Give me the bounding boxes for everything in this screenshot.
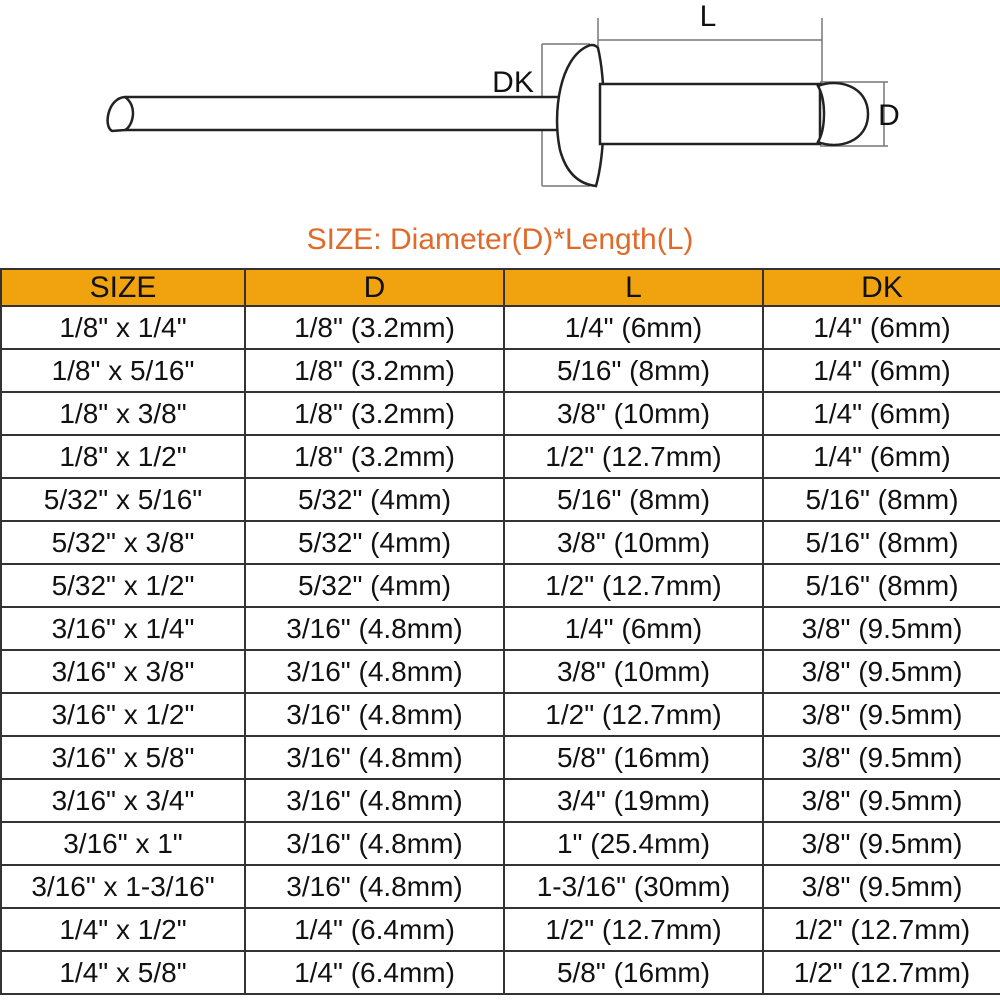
header-dk: DK [763, 269, 1000, 306]
cell-l: 5/8" (16mm) [504, 951, 763, 994]
cell-d: 1/4" (6.4mm) [245, 908, 504, 951]
cell-l: 5/16" (8mm) [504, 478, 763, 521]
d-label: D [878, 99, 900, 132]
cell-dk: 1/4" (6mm) [763, 435, 1000, 478]
cell-dk: 1/2" (12.7mm) [763, 908, 1000, 951]
cell-l: 1/4" (6mm) [504, 306, 763, 349]
size-table [0, 268, 1000, 995]
cell-size: 1/8" x 3/8" [1, 392, 245, 435]
cell-d: 1/8" (3.2mm) [245, 392, 504, 435]
cell-size: 5/32" x 3/8" [1, 521, 245, 564]
cell-d: 1/8" (3.2mm) [245, 435, 504, 478]
size-title: SIZE: Diameter(D)*Length(L) [306, 223, 694, 256]
cell-dk: 3/8" (9.5mm) [763, 693, 1000, 736]
table-row [1, 607, 1000, 650]
cell-dk: 3/8" (9.5mm) [763, 865, 1000, 908]
header-l: L [504, 269, 763, 306]
rivet-body [600, 84, 820, 144]
table-row [1, 908, 1000, 951]
cell-size: 1/8" x 5/16" [1, 349, 245, 392]
table-row [1, 478, 1000, 521]
cell-l: 1/2" (12.7mm) [504, 564, 763, 607]
table-row [1, 521, 1000, 564]
cell-l: 3/4" (19mm) [504, 779, 763, 822]
cell-size: 3/16" x 1/2" [1, 693, 245, 736]
cell-size: 1/8" x 1/2" [1, 435, 245, 478]
table-row [1, 822, 1000, 865]
table-row [1, 392, 1000, 435]
cell-dk: 1/4" (6mm) [763, 349, 1000, 392]
cell-size: 5/32" x 5/16" [1, 478, 245, 521]
cell-d: 5/32" (4mm) [245, 478, 504, 521]
cell-size: 5/32" x 1/2" [1, 564, 245, 607]
cell-size: 3/16" x 3/8" [1, 650, 245, 693]
dk-label: DK [492, 66, 534, 99]
cell-d: 1/8" (3.2mm) [245, 306, 504, 349]
cell-dk: 1/2" (12.7mm) [763, 951, 1000, 994]
cell-l: 1/4" (6mm) [504, 607, 763, 650]
rivet-flange-head [557, 45, 604, 186]
table-row [1, 779, 1000, 822]
header-size: SIZE [1, 269, 245, 306]
cell-d: 1/4" (6.4mm) [245, 951, 504, 994]
cell-d: 3/16" (4.8mm) [245, 650, 504, 693]
cell-dk: 5/16" (8mm) [763, 478, 1000, 521]
cell-size: 3/16" x 1" [1, 822, 245, 865]
cell-l: 3/8" (10mm) [504, 392, 763, 435]
mandrel-head-ball [818, 83, 868, 145]
cell-l: 3/8" (10mm) [504, 521, 763, 564]
cell-l: 1/2" (12.7mm) [504, 908, 763, 951]
cell-d: 5/32" (4mm) [245, 564, 504, 607]
header-row [1, 269, 1000, 306]
header-d: D [245, 269, 504, 306]
cell-dk: 5/16" (8mm) [763, 564, 1000, 607]
mandrel-shank [125, 97, 560, 130]
cell-size: 1/4" x 5/8" [1, 951, 245, 994]
table-row [1, 865, 1000, 908]
cell-d: 3/16" (4.8mm) [245, 822, 504, 865]
cell-dk: 5/16" (8mm) [763, 521, 1000, 564]
cell-size: 1/8" x 1/4" [1, 306, 245, 349]
cell-dk: 3/8" (9.5mm) [763, 779, 1000, 822]
cell-d: 5/32" (4mm) [245, 521, 504, 564]
cell-dk: 1/4" (6mm) [763, 306, 1000, 349]
cell-d: 3/16" (4.8mm) [245, 607, 504, 650]
table-row [1, 306, 1000, 349]
cell-size: 3/16" x 1/4" [1, 607, 245, 650]
table-row [1, 693, 1000, 736]
cell-size: 3/16" x 1-3/16" [1, 865, 245, 908]
cell-dk: 3/8" (9.5mm) [763, 736, 1000, 779]
cell-d: 3/16" (4.8mm) [245, 693, 504, 736]
mandrel-tip [108, 97, 133, 131]
rivet-diagram [0, 0, 1000, 200]
cell-l: 1" (25.4mm) [504, 822, 763, 865]
cell-dk: 1/4" (6mm) [763, 392, 1000, 435]
cell-dk: 3/8" (9.5mm) [763, 607, 1000, 650]
cell-d: 3/16" (4.8mm) [245, 779, 504, 822]
table-row [1, 564, 1000, 607]
cell-size: 3/16" x 3/4" [1, 779, 245, 822]
cell-l: 1/2" (12.7mm) [504, 435, 763, 478]
table-row [1, 951, 1000, 994]
table-row [1, 650, 1000, 693]
cell-dk: 3/8" (9.5mm) [763, 650, 1000, 693]
rivet-outline [108, 45, 868, 186]
cell-d: 3/16" (4.8mm) [245, 736, 504, 779]
cell-l: 1/2" (12.7mm) [504, 693, 763, 736]
cell-size: 1/4" x 1/2" [1, 908, 245, 951]
cell-l: 1-3/16" (30mm) [504, 865, 763, 908]
cell-size: 3/16" x 5/8" [1, 736, 245, 779]
cell-d: 1/8" (3.2mm) [245, 349, 504, 392]
table-row [1, 736, 1000, 779]
table-row [1, 349, 1000, 392]
cell-d: 3/16" (4.8mm) [245, 865, 504, 908]
table-row [1, 435, 1000, 478]
cell-l: 5/8" (16mm) [504, 736, 763, 779]
cell-l: 5/16" (8mm) [504, 349, 763, 392]
l-label: L [699, 0, 717, 33]
cell-l: 3/8" (10mm) [504, 650, 763, 693]
cell-dk: 3/8" (9.5mm) [763, 822, 1000, 865]
